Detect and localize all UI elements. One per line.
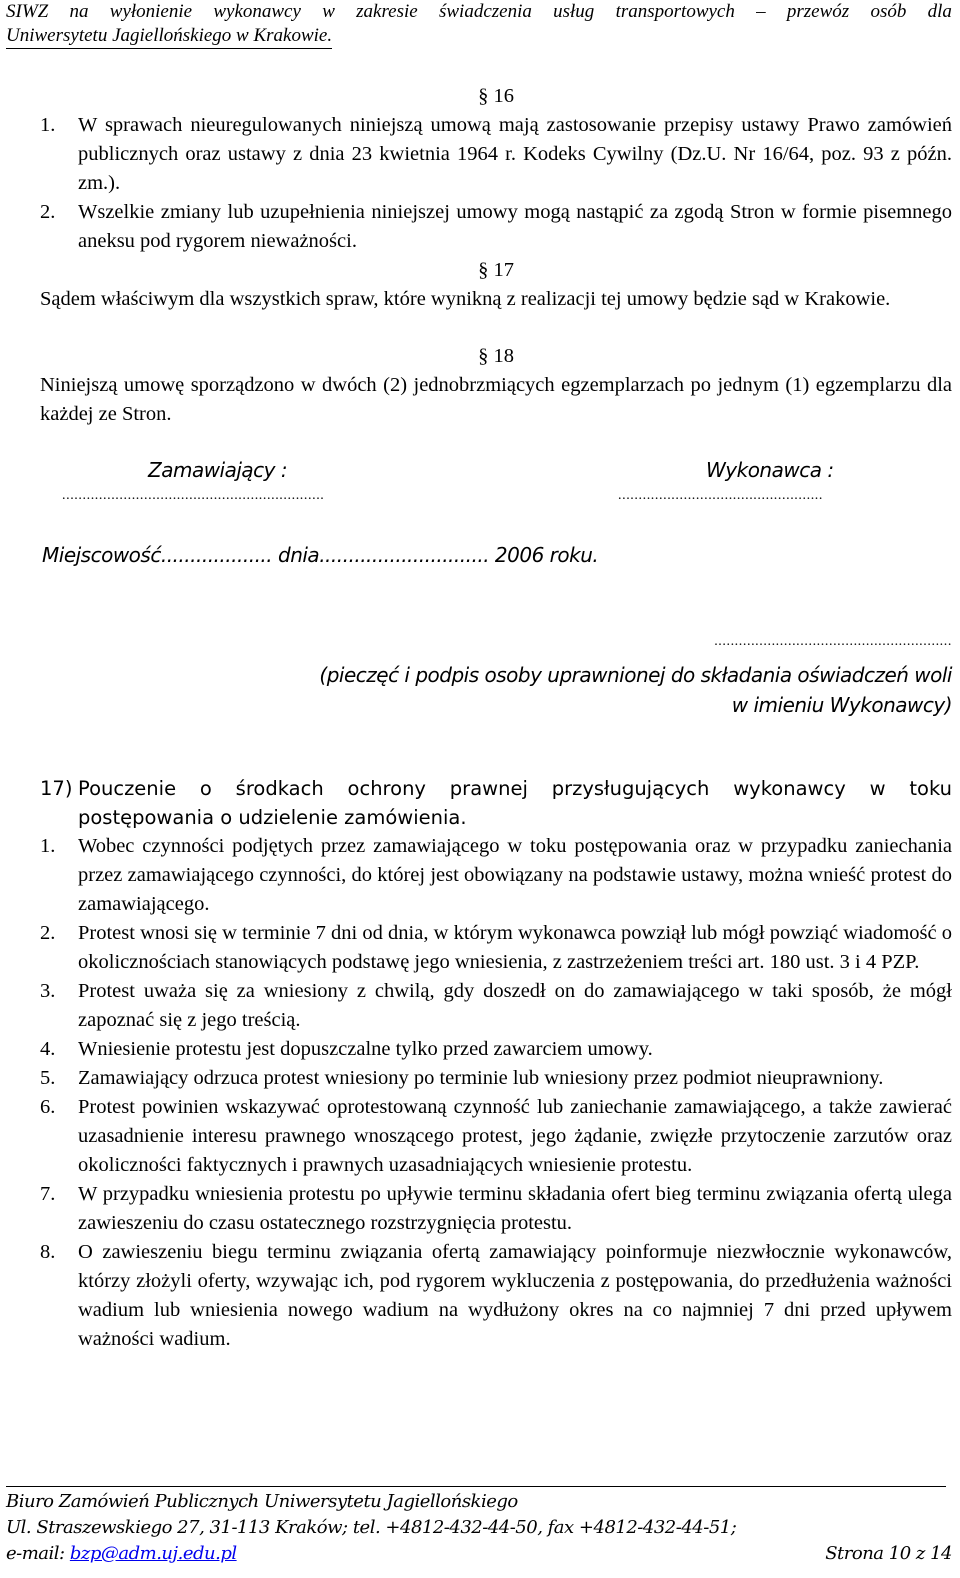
contractor-signature-line: .................................................. [618, 488, 823, 503]
header-line-1 [6, 0, 952, 24]
footer-line-3 [6, 1541, 952, 1567]
header-word: na [69, 1, 89, 22]
header-word: w [322, 1, 335, 22]
date-label: dnia [278, 543, 320, 567]
heading-line-1: Pouczenie o środkach ochrony prawnej przysługujących wykonawcy w toku [78, 777, 952, 800]
item-text: Zamawiający odrzuca protest wniesiony po terminie lub wniesiony przez podmiot nieuprawniony. [78, 1067, 884, 1089]
item-number: 7. [40, 1183, 56, 1205]
item-number: 8. [40, 1241, 56, 1263]
place-date-line [42, 543, 952, 567]
remedy-item [40, 1180, 952, 1238]
section-17 [40, 256, 952, 314]
legal-remedies-list [40, 832, 952, 1354]
stamp-caption [42, 660, 952, 720]
section-16 [40, 82, 952, 256]
header-word: dla [927, 1, 952, 22]
section-18-text: Niniejszą umowę sporządzono w dwóch (2) jednobrzmiących egzemplarzach po jednym (1) egzemplarzu dla każdej ze Stron. [40, 374, 952, 425]
remedy-item [40, 1238, 952, 1354]
item-text: O zawieszeniu biegu terminu związania ofertą zamawiający poinformuje niezwłocznie wykonawców, którzy złożyli oferty, wzywając ich, pod rygorem wykluczenia z postępowania, do przedłużenia ważności wadium lub wniesienia nowego wadium na wydłużony okres na co najmniej 7 dni przed upływem ważności wadium. [78, 1241, 952, 1350]
footer-line-2: Ul. Straszewskiego 27, 31-113 Kraków; tel. +4812-432-44-50, fax +4812-432-44-51; [6, 1517, 737, 1538]
section-18 [40, 342, 952, 429]
remedy-item [40, 919, 952, 977]
item-number: 2. [40, 922, 56, 944]
item-number: 2. [40, 201, 56, 223]
date-dots: ............................. [319, 543, 490, 567]
header-word: SIWZ [6, 1, 49, 22]
place-dots: ................... [160, 543, 273, 567]
header-word: – [756, 1, 766, 22]
page-footer [6, 1486, 952, 1567]
item-text: Protest uważa się za wniesiony z chwilą, gdy doszedł on do zamawiającego w taki sposób, że mógł zapoznać się z jego treścią. [78, 980, 952, 1031]
remedy-item [40, 1035, 952, 1064]
item-number: 1. [40, 835, 56, 857]
heading-line-2: postępowania o udzielenie zamówienia. [78, 806, 467, 829]
page-number: Strona 10 z 14 [825, 1543, 952, 1564]
stamp-dots: .......................................................... [714, 634, 952, 649]
remedy-item [40, 1093, 952, 1180]
orderer-label: Zamawiający : [148, 458, 288, 482]
item-text: Protest powinien wskazywać oprotestowaną czynność lub zaniechanie zamawiającego, a także zawierać uzasadnienie interesu prawnego wnoszącego protest, jego żądanie, zwięzłe przytoczenie zarzutów oraz okoliczności faktycznych i prawnych uzasadniających wniesienie protestu. [78, 1096, 952, 1176]
remedy-item [40, 832, 952, 919]
header-word: zakresie [356, 1, 418, 22]
item-text: Wniesienie protestu jest dopuszczalne tylko przed zawarciem umowy. [78, 1038, 653, 1060]
section-17-text: Sądem właściwym dla wszystkich spraw, które wynikną z realizacji tej umowy będzie sąd w Krakowie. [40, 288, 891, 310]
header-word: wyłonienie [109, 1, 193, 22]
running-header [6, 0, 952, 49]
header-word: wykonawcy [213, 1, 301, 22]
item-number: 1. [40, 114, 56, 136]
footer-rule [6, 1486, 946, 1487]
header-word: transportowych [615, 1, 735, 22]
contractor-label: Wykonawca : [706, 458, 834, 482]
remedy-item [40, 1064, 952, 1093]
email-link[interactable]: bzp@adm.uj.edu.pl [69, 1543, 237, 1564]
footer-line-1: Biuro Zamówień Publicznych Uniwersytetu Jagiellońskiego [6, 1491, 518, 1512]
remedy-item [40, 977, 952, 1035]
item-number: 5. [40, 1067, 56, 1089]
header-word: osób [870, 1, 907, 22]
header-word: świadczenia [438, 1, 532, 22]
legal-remedies-heading [40, 774, 952, 832]
legal-remedies-section [40, 774, 952, 1354]
stamp-caption-line-1: (pieczęć i podpis osoby uprawnionej do składania oświadczeń woli [319, 663, 952, 687]
item-text: Protest wnosi się w terminie 7 dni od dnia, w którym wykonawca powziął lub mógł powziąć wiadomość o okolicznościach stanowiących podstawę jego wniesienia, z zastrzeżeniem treści art. 180 ust. 3 i 4 PZP. [78, 922, 952, 973]
place-label: Miejscowość [42, 543, 161, 567]
email-label: e-mail: [6, 1543, 65, 1564]
item-number: 6. [40, 1096, 56, 1118]
section-16-item [40, 198, 952, 256]
item-text: W sprawach nieuregulowanych niniejszą umową mają zastosowanie przepisy ustawy Prawo zamówień publicznych oraz ustawy z dnia 23 kwietnia 1964 r. Kodeks Cywilny (Dz.U. Nr 16/64, poz. 93 z późn. zm.). [78, 114, 952, 194]
item-text: Wszelkie zmiany lub uzupełnienia niniejszej umowy mogą nastąpić za zgodą Stron w formie pisemnego aneksu pod rygorem nieważności. [78, 201, 952, 252]
item-text: W przypadku wniesienia protestu po upływie terminu składania ofert bieg terminu związania ofertą ulega zawieszeniu do czasu ostatecznego rozstrzygnięcia protestu. [78, 1183, 952, 1234]
header-word: usług [553, 1, 595, 22]
section-18-heading: § 18 [478, 345, 514, 367]
header-line-2: Uniwersytetu Jagiellońskiego w Krakowie. [6, 24, 332, 49]
item-number: 3. [40, 980, 56, 1002]
header-word: przewóz [786, 1, 850, 22]
item-number: 4. [40, 1038, 56, 1060]
orderer-signature-line: ................................................................ [62, 488, 325, 503]
stamp-caption-line-2: w imieniu Wykonawcy) [731, 693, 952, 717]
item-text: Wobec czynności podjętych przez zamawiającego w toku postępowania oraz w przypadku zaniechania przez zamawiającego czynności, do której jest obowiązany na podstawie ustawy, można wnieść protest do zamawiającego. [78, 835, 952, 915]
section-16-item [40, 111, 952, 198]
section-17-heading: § 17 [478, 259, 514, 281]
year-text: 2006 roku. [494, 543, 599, 567]
section-16-heading: § 16 [478, 85, 514, 107]
section-number: 17) [40, 777, 73, 800]
